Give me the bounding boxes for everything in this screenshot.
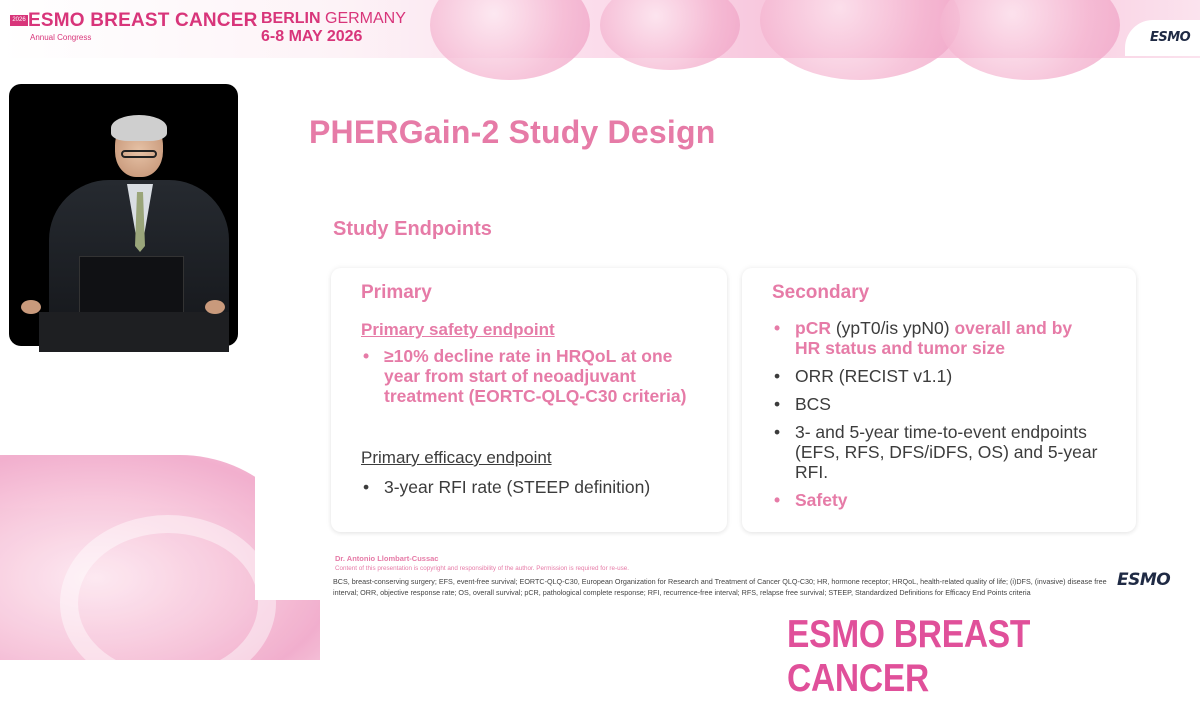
year-badge: 2026 (10, 15, 28, 26)
author-name: Dr. Antonio Llombart-Cussac (335, 554, 439, 563)
bullet-icon: • (774, 490, 781, 510)
slide-title: PHERGain-2 Study Design (309, 114, 716, 150)
primary-endpoints-card (331, 268, 727, 532)
list-item-text: pCR (795, 318, 831, 338)
primary-efficacy-label: Primary efficacy endpoint (361, 448, 552, 467)
esmo-logo: ESMO (1150, 30, 1191, 45)
primary-safety-label: Primary safety endpoint (361, 320, 555, 339)
list-item-text: overall and by HR status and tumor size (795, 318, 1073, 358)
podium (39, 312, 229, 352)
speaker-left-hand (21, 300, 41, 314)
speaker-right-hand (205, 300, 225, 314)
congress-subtitle: Annual Congress (30, 33, 92, 42)
congress-dates: 6-8 MAY 2026 (261, 28, 363, 45)
secondary-list (772, 318, 1102, 518)
bottom-brand-title: ESMO BREAST CANCER (787, 613, 1031, 700)
petal-decoration (600, 0, 740, 70)
list-item (772, 318, 1102, 358)
slide-esmo-logo: ESMO (1117, 570, 1171, 590)
list-item (772, 422, 1102, 482)
speaker-glasses (121, 150, 157, 158)
list-item (361, 346, 691, 406)
section-title: Study Endpoints (333, 218, 492, 240)
bullet-icon: • (774, 366, 781, 386)
petal-decoration (760, 0, 960, 80)
bullet-icon: • (363, 477, 370, 497)
primary-safety-list (361, 346, 691, 414)
laptop (79, 256, 184, 314)
bullet-icon: • (774, 422, 781, 442)
speaker-hair (111, 115, 167, 141)
list-item (361, 477, 701, 497)
congress-location (261, 10, 406, 28)
list-item-text: BCS (795, 394, 831, 414)
bullet-icon: • (774, 318, 781, 338)
copyright-notice: Content of this presentation is copyright and responsibility of the author. Permission is required for re-use. (335, 565, 630, 572)
list-item-text: Safety (795, 490, 848, 510)
list-item (772, 366, 1102, 386)
country-name: GERMANY (320, 10, 406, 27)
primary-heading: Primary (361, 282, 432, 303)
presentation-slide (255, 84, 1200, 600)
list-item-text: ORR (RECIST v1.1) (795, 366, 953, 386)
list-item-text: 3-year RFI rate (STEEP definition) (384, 477, 651, 497)
petal-decoration (940, 0, 1120, 80)
bullet-icon: • (363, 346, 370, 366)
list-item-text: (ypT0/is ypN0) (830, 318, 955, 338)
list-item-text: ≥10% decline rate in HRQoL at one year from start of neoadjuvant treatment (EORTC-QLQ-C30 criteria) (384, 346, 687, 406)
list-item (772, 490, 1102, 510)
speaker-video (9, 84, 238, 346)
congress-title: ESMO BREAST CANCER (28, 10, 258, 31)
list-item-text: 3- and 5-year time-to-event endpoints (EFS, RFS, DFS/iDFS, OS) and 5-year RFI. (795, 422, 1098, 482)
header-logo-tab (1125, 20, 1200, 56)
city-name: BERLIN (261, 10, 321, 27)
primary-efficacy-list (361, 477, 701, 505)
secondary-endpoints-card (742, 268, 1136, 532)
abbreviations-footnote: BCS, breast-conserving surgery; EFS, event-free survival; EORTC-QLQ-C30, European Organization for Research and Treatment of Cancer QLQ-C30; HR, hormone receptor; HRQoL, health-related quality of life; (i)DFS, (invasive) disease free interval; ORR, objective response rate; OS, overall survival; pCR, pathological complete response; RFI, recurrence-free interval; RFS, relapse free survival; STEEP, Standardized Definitions for Efficacy End Points criteria (333, 577, 1107, 597)
secondary-heading: Secondary (772, 282, 870, 303)
bullet-icon: • (774, 394, 781, 414)
petal-decoration (430, 0, 590, 80)
list-item (772, 394, 1102, 414)
